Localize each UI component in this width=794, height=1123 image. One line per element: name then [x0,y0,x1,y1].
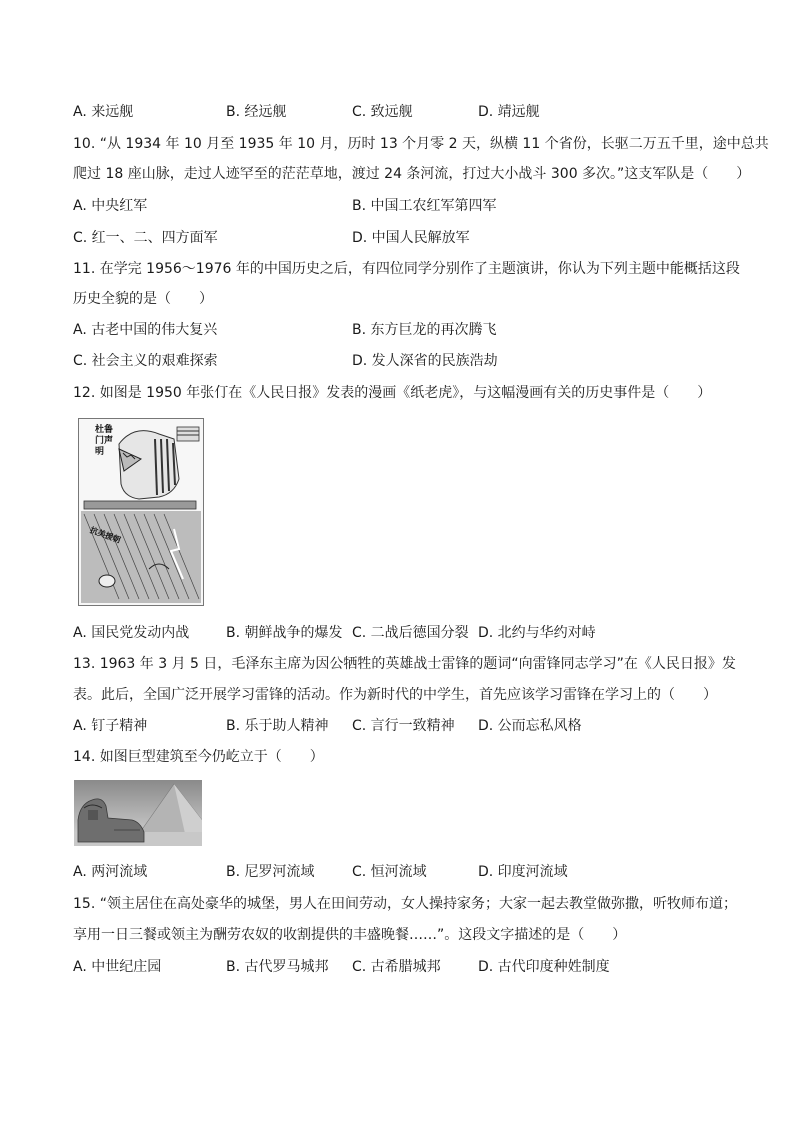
q12-option-a: A. 国民党发动内战 [73,625,190,641]
q14-option-c: C. 恒河流域 [352,864,427,880]
q14-option-b: B. 尼罗河流域 [226,864,315,880]
sphinx-pyramid-photo [74,780,202,846]
q10-options-row1 [73,197,753,215]
q13-option-a: A. 钉子精神 [73,718,148,734]
q10-option-b: B. 中国工农红军第四军 [352,198,497,214]
q12-option-d: D. 北约与华约对峙 [478,625,596,641]
q12-stem: 12. 如图是 1950 年张仃在《人民日报》发表的漫画《纸老虎》，与这幅漫画有关的历史事件是（ ） [73,385,712,401]
q9-options [73,103,753,121]
q10-option-d: D. 中国人民解放军 [352,230,470,246]
q9-option-b: B. 经远舰 [226,104,287,120]
q10-stem-line1: 10. “从 1934 年 10 月至 1935 年 10 月，历时 13 个月零 2 天，纵横 11 个省份，长驱二万五千里，途中总共 [73,136,769,152]
q11-option-b: B. 东方巨龙的再次腾飞 [352,322,497,338]
q14-option-a: A. 两河流域 [73,864,148,880]
q15-stem-line1: 15. “领主居住在高处豪华的城堡，男人在田间劳动，女人操持家务；大家一起去教堂做弥撒，听牧师布道； [73,896,737,912]
q15-stem-line2: 享用一日三餐或领主为酬劳农奴的收割提供的丰盛晚餐……”。这段文字描述的是（ ） [73,927,627,943]
q13-stem-line1: 13. 1963 年 3 月 5 日，毛泽东主席为因公牺牲的英雄战士雷锋的题词“向雷锋同志学习”在《人民日报》发 [73,656,736,672]
cartoon-label-bottom: 抗美援朝 [88,525,122,545]
q13-option-d: D. 公而忘私风格 [478,718,582,734]
q14-stem: 14. 如图巨型建筑至今仍屹立于（ ） [73,749,324,765]
q11-option-d: D. 发人深省的民族浩劫 [352,353,498,369]
q9-option-c: C. 致远舰 [352,104,413,120]
q12-options [73,624,753,642]
q11-options-row1 [73,321,753,339]
q14-option-d: D. 印度河流域 [478,864,568,880]
paper-tiger-cartoon [78,418,204,606]
q15-option-d: D. 古代印度种姓制度 [478,959,610,975]
q9-option-d: D. 靖远舰 [478,104,540,120]
q12-option-c: C. 二战后德国分裂 [352,625,469,641]
q15-options [73,958,753,976]
q13-option-b: B. 乐于助人精神 [226,718,329,734]
q9-option-a: A. 来远舰 [73,104,134,120]
q14-options [73,863,753,881]
q11-option-c: C. 社会主义的艰难探索 [73,353,218,369]
q11-stem-line1: 11. 在学完 1956～1976 年的中国历史之后，有四位同学分别作了主题演讲，你认为下列主题中能概括这段 [73,261,740,277]
q10-option-a: A. 中央红军 [73,198,148,214]
q15-option-b: B. 古代罗马城邦 [226,959,329,975]
q10-options-row2 [73,229,753,247]
q11-option-a: A. 古老中国的伟大复兴 [73,322,218,338]
q10-option-c: C. 红一、二、四方面军 [73,230,218,246]
q10-stem-line2: 爬过 18 座山脉，走过人迹罕至的茫茫草地，渡过 24 条河流，打过大小战斗 300 多次。”这支军队是（ ） [73,166,751,182]
q15-option-c: C. 古希腊城邦 [352,959,441,975]
q15-option-a: A. 中世纪庄园 [73,959,162,975]
q13-options [73,717,753,735]
q11-stem-line2: 历史全貌的是（ ） [73,291,213,307]
q11-options-row2 [73,352,753,370]
q13-option-c: C. 言行一致精神 [352,718,455,734]
q12-option-b: B. 朝鲜战争的爆发 [226,625,343,641]
cartoon-label-top: 杜鲁门声明 [95,425,114,457]
q13-stem-line2: 表。此后，全国广泛开展学习雷锋的活动。作为新时代的中学生，首先应该学习雷锋在学习上的（ ） [73,687,717,703]
